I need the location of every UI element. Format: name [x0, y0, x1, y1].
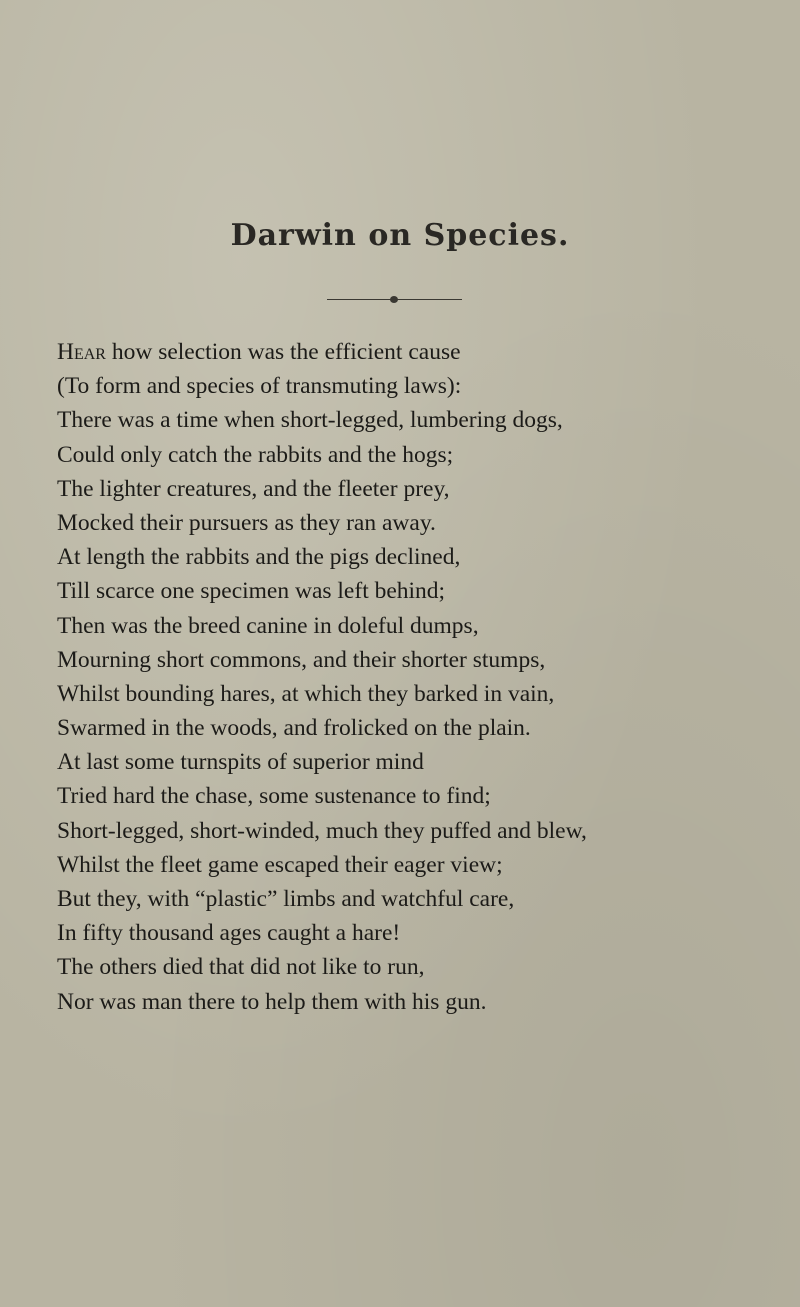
poem-line: There was a time when short-legged, lumbering dogs,	[57, 407, 563, 434]
poem-line: Short-legged, short-winded, much they puffed and blew,	[57, 817, 587, 844]
poem-line: At length the rabbits and the pigs declined,	[57, 544, 461, 571]
poem-line: In fifty thousand ages caught a hare!	[57, 920, 401, 947]
poem-line: Mocked their pursuers as they ran away.	[57, 509, 436, 536]
poem-line: (To form and species of transmuting laws):	[57, 373, 462, 400]
poem-line: But they, with “plastic” limbs and watchful care,	[57, 886, 515, 912]
poem-line: The others died that did not like to run,	[57, 954, 425, 981]
poem-line: Could only catch the rabbits and the hogs;	[57, 441, 454, 468]
poem-line: Tried hard the chase, some sustenance to find;	[57, 783, 491, 810]
poem-line	[57, 335, 797, 369]
poem	[57, 335, 797, 1019]
divider-ornament	[390, 296, 398, 303]
poem-line: Till scarce one specimen was left behind;	[57, 578, 446, 605]
poem-line-text: how selection was the efficient cause	[105, 339, 461, 365]
poem-line: Whilst the fleet game escaped their eager view;	[57, 851, 503, 878]
drop-word: Hear	[57, 339, 106, 365]
poem-line: Swarmed in the woods, and frolicked on the plain.	[57, 715, 531, 742]
poem-line: At last some turnspits of superior mind	[57, 749, 424, 776]
poem-line: Then was the breed canine in doleful dumps,	[57, 612, 479, 639]
poem-line: Nor was man there to help them with his gun.	[57, 988, 487, 1015]
poem-line: The lighter creatures, and the fleeter prey,	[57, 475, 450, 502]
page-title: Darwin on Species.	[230, 218, 570, 253]
poem-line: Whilst bounding hares, at which they barked in vain,	[57, 680, 555, 707]
poem-line: Mourning short commons, and their shorter stumps,	[57, 646, 546, 673]
